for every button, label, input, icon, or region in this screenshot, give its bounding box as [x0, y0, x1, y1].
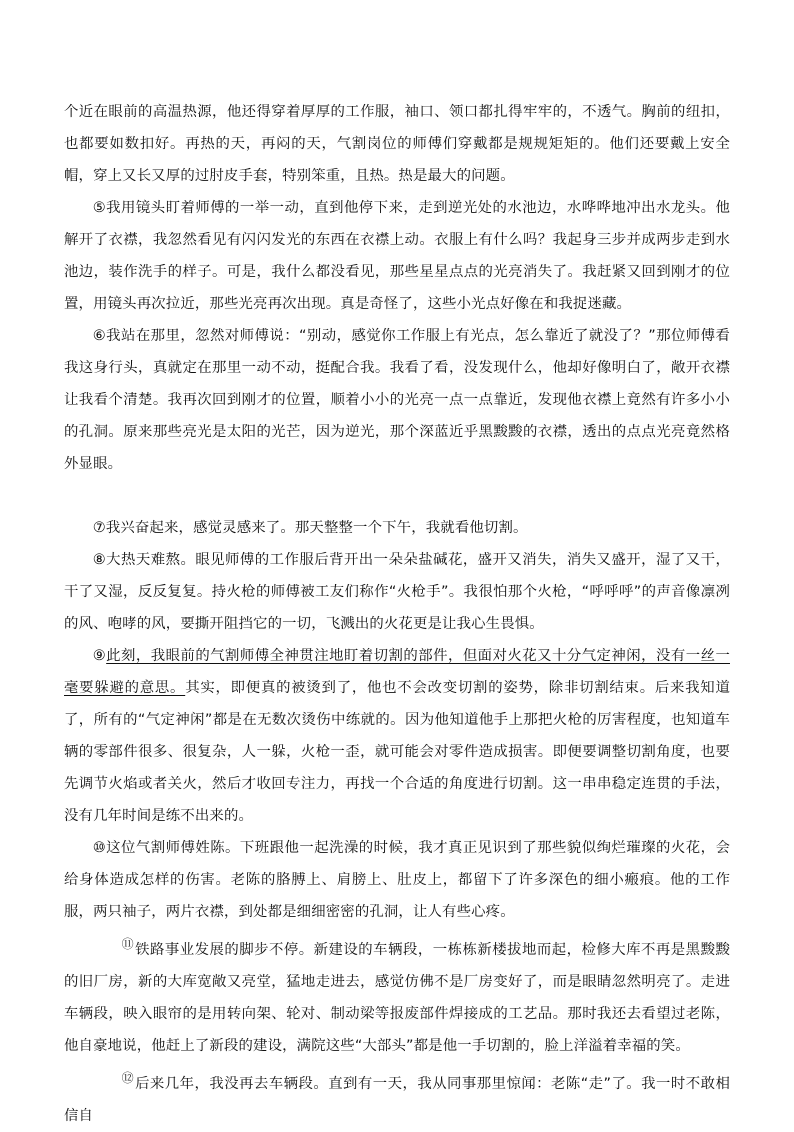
- paragraph-spacer: [64, 480, 730, 512]
- paragraph-7: ⑦我兴奋起来，感觉灵感来了。那天整整一个下午，我就看他切割。: [92, 520, 528, 536]
- paragraph-9-number: ⑨: [92, 648, 107, 664]
- paragraph-12: [64, 1062, 730, 1132]
- paragraph-11-text: 铁路事业发展的脚步不停。新建设的车辆段，一栋栋新楼拔地而起，检修大库不再是黑黢黢的旧厂房，新的大库宽敞又亮堂，猛地走进去，感觉仿佛不是厂房变好了，而是眼睛忽然明亮了。走进车辆段，映入眼帘的是用转向架、轮对、制动梁等报废部件焊接成的工艺品。那时我还去看望过老陈，他自豪地说，他赶上了新段的建设，满院这些“大部头”都是他一手切割的，脸上洋溢着幸福的笑。: [64, 942, 730, 1054]
- paragraph-9-text: 其实，即便真的被烫到了，他也不会改变切割的姿势，除非切割结束。后来我知道了，所有的“气定神闲”都是在无数次烫伤中练就的。因为他知道他手上那把火枪的厉害程度，也知道车辆的零部件很多、很复杂，人一躲，火枪一歪，就可能会对零件造成损害。即便要调整切割角度，也要先调节火焰或者关火，然后才收回专注力，再找一个合适的角度进行切割。这一串串稳定连贯的手法，没有几年时间是练不出来的。: [64, 680, 730, 824]
- paragraph-11-number: ⑪: [121, 937, 134, 951]
- essay-body: [64, 96, 730, 1132]
- underlined-sentence: 此刻，我眼前的气割师傅全神贯注地盯着切割的部件，但面对火花又十分气定神闲，没有一丝一毫要躲避的意思。: [64, 648, 730, 696]
- paragraph-4-continued: 个近在眼前的高温热源，他还得穿着厚厚的工作服，袖口、领口都扎得牢牢的，不透气。胸前的纽扣，也都要如数扣好。再热的天，再闷的天，气割岗位的师傅们穿戴都是规规矩矩的。他们还要戴上安全帽，穿上又长又厚的过肘皮手套，特别笨重，且热。热是最大的问题。: [64, 104, 730, 184]
- paragraph-5: ⑤我用镜头盯着师傅的一举一动，直到他停下来，走到逆光处的水池边，水哗哗地冲出水龙头。他解开了衣襟，我忽然看见有闪闪发光的东西在衣襟上动。衣服上有什么吗？我起身三步并成两步走到水池边，装作洗手的样子。可是，我什么都没看见，那些星星点点的光亮消失了。我赶紧又回到刚才的位置，用镜头再次拉近，那些光亮再次出现。真是奇怪了，这些小光点好像在和我捉迷藏。: [64, 200, 730, 312]
- paragraph-12-number: ⑫: [121, 1071, 134, 1085]
- paragraph-10: ⑩这位气割师傅姓陈。下班跟他一起洗澡的时候，我才真正见识到了那些貌似绚烂璀璨的火花，会给身体造成怎样的伤害。老陈的胳膊上、肩膀上、肚皮上，都留下了许多深色的细小瘢痕。他的工作服，两只袖子，两片衣襟，到处都是细细密密的孔洞，让人有些心疼。: [64, 840, 730, 920]
- paragraph-11: [64, 928, 730, 1062]
- paragraph-8: ⑧大热天难熬。眼见师傅的工作服后背开出一朵朵盐碱花，盛开又消失，消失又盛开，湿了又干，干了又湿，反反复复。持火枪的师傅被工友们称作“火枪手”。我很怕那个火枪，“呼呼呼”的声音像凛冽的风、咆哮的风，要撕开阻挡它的一切，飞溅出的火花更是让我心生畏惧。: [64, 552, 730, 632]
- paragraph-6: ⑥我站在那里，忽然对师傅说：“别动，感觉你工作服上有光点，怎么靠近了就没了？”那位师傅看我这身行头，真就定在那里一动不动，挺配合我。我看了看，没发现什么，他却好像明白了，敞开衣襟让我看个清楚。我再次回到刚才的位置，顺着小小的光亮一点一点靠近，发现他衣襟上竟然有许多小小的孔洞。原来那些亮光是太阳的光芒，因为逆光，那个深蓝近乎黑黢黢的衣襟，透出的点点光亮竟然格外显眼。: [64, 328, 730, 472]
- paragraph-12-text: 后来几年，我没再去车辆段。直到有一天，我从同事那里惊闻：老陈“走”了。我一时不敢相信自: [64, 1076, 730, 1124]
- paragraph-9: [64, 640, 730, 832]
